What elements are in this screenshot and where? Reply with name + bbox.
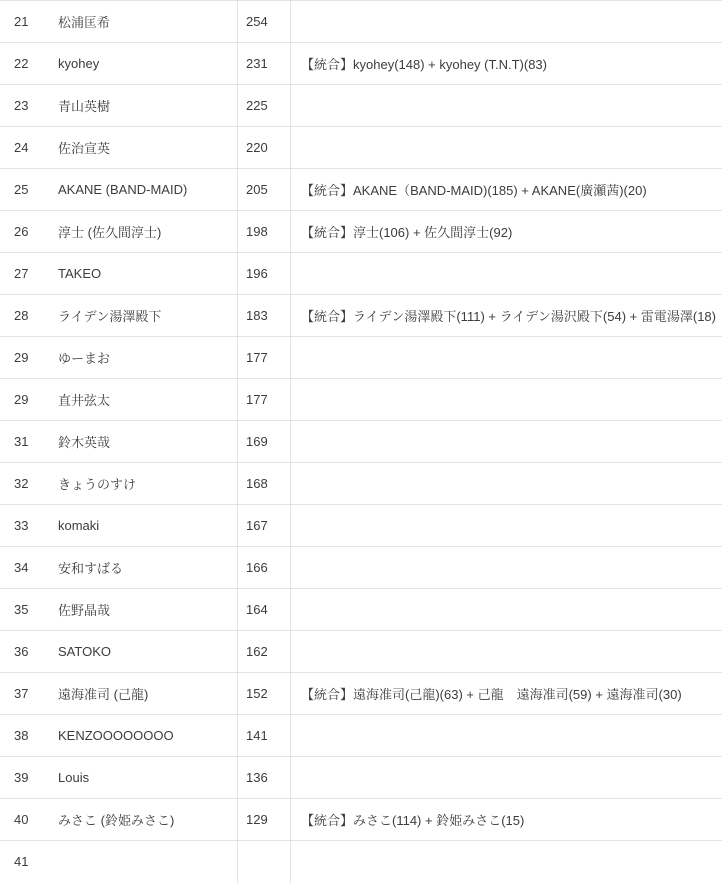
- cell-rank: 39: [0, 757, 42, 799]
- cell-rank: 24: [0, 127, 42, 169]
- cell-name: きょうのすけ: [42, 463, 238, 505]
- cell-points: [238, 841, 291, 883]
- cell-points: 152: [238, 673, 291, 715]
- cell-points: 254: [238, 1, 291, 43]
- cell-rank: 34: [0, 547, 42, 589]
- cell-name: 安和すばる: [42, 547, 238, 589]
- cell-name: TAKEO: [42, 253, 238, 295]
- cell-note: 【統合】みさこ(114) + 鈴姫みさこ(15): [291, 799, 722, 841]
- cell-name: [42, 841, 238, 883]
- ranking-table-body: [0, 1, 722, 883]
- table-row: [0, 715, 722, 757]
- cell-points: 196: [238, 253, 291, 295]
- cell-points: 231: [238, 43, 291, 85]
- cell-points: 183: [238, 295, 291, 337]
- cell-points: 225: [238, 85, 291, 127]
- cell-note: [291, 547, 722, 589]
- cell-note: 【統合】遠海准司(己龍)(63) + 己龍 遠海准司(59) + 遠海准司(30): [291, 673, 722, 715]
- table-row: [0, 421, 722, 463]
- cell-points: 177: [238, 337, 291, 379]
- cell-points: 136: [238, 757, 291, 799]
- cell-name: みさこ (鈴姫みさこ): [42, 799, 238, 841]
- cell-rank: 37: [0, 673, 42, 715]
- cell-name: 佐治宣英: [42, 127, 238, 169]
- cell-note: [291, 505, 722, 547]
- table-row: [0, 169, 722, 211]
- cell-note: [291, 85, 722, 127]
- table-row: [0, 799, 722, 841]
- cell-points: 168: [238, 463, 291, 505]
- cell-rank: 25: [0, 169, 42, 211]
- cell-note: 【統合】kyohey(148) + kyohey (T.N.T)(83): [291, 43, 722, 85]
- cell-note: [291, 631, 722, 673]
- table-row: [0, 127, 722, 169]
- cell-note: [291, 841, 722, 883]
- cell-points: 164: [238, 589, 291, 631]
- cell-name: ゆーまお: [42, 337, 238, 379]
- cell-rank: 35: [0, 589, 42, 631]
- table-row: [0, 757, 722, 799]
- cell-points: 162: [238, 631, 291, 673]
- table-row: [0, 547, 722, 589]
- cell-rank: 28: [0, 295, 42, 337]
- cell-name: 淳士 (佐久間淳士): [42, 211, 238, 253]
- cell-rank: 36: [0, 631, 42, 673]
- cell-rank: 29: [0, 379, 42, 421]
- table-row: [0, 673, 722, 715]
- cell-note: [291, 337, 722, 379]
- cell-points: 198: [238, 211, 291, 253]
- cell-note: 【統合】淳士(106) + 佐久間淳士(92): [291, 211, 722, 253]
- cell-note: [291, 589, 722, 631]
- cell-note: 【統合】AKANE（BAND-MAID)(185) + AKANE(廣瀬茜)(20): [291, 169, 722, 211]
- table-row: [0, 589, 722, 631]
- cell-rank: 38: [0, 715, 42, 757]
- cell-name: AKANE (BAND-MAID): [42, 169, 238, 211]
- cell-rank: 32: [0, 463, 42, 505]
- cell-points: 177: [238, 379, 291, 421]
- cell-points: 141: [238, 715, 291, 757]
- cell-name: Louis: [42, 757, 238, 799]
- table-row: [0, 841, 722, 883]
- table-row: [0, 85, 722, 127]
- cell-rank: 33: [0, 505, 42, 547]
- cell-name: 直井弦太: [42, 379, 238, 421]
- cell-name: 佐野晶哉: [42, 589, 238, 631]
- table-row: [0, 253, 722, 295]
- cell-rank: 21: [0, 1, 42, 43]
- table-row: [0, 211, 722, 253]
- cell-note: 【統合】ライデン湯澤殿下(111) + ライデン湯沢殿下(54) + 雷電湯澤(18): [291, 295, 722, 337]
- cell-name: 青山英樹: [42, 85, 238, 127]
- table-row: [0, 1, 722, 43]
- table-row: [0, 505, 722, 547]
- cell-rank: 22: [0, 43, 42, 85]
- cell-name: komaki: [42, 505, 238, 547]
- cell-rank: 27: [0, 253, 42, 295]
- cell-note: [291, 757, 722, 799]
- cell-rank: 26: [0, 211, 42, 253]
- table-row: [0, 337, 722, 379]
- cell-name: KENZOOOOOOOO: [42, 715, 238, 757]
- cell-points: 205: [238, 169, 291, 211]
- table-row: [0, 379, 722, 421]
- cell-points: 166: [238, 547, 291, 589]
- cell-note: [291, 421, 722, 463]
- cell-name: ライデン湯澤殿下: [42, 295, 238, 337]
- cell-name: SATOKO: [42, 631, 238, 673]
- table-row: [0, 631, 722, 673]
- cell-note: [291, 715, 722, 757]
- cell-name: 鈴木英哉: [42, 421, 238, 463]
- cell-note: [291, 1, 722, 43]
- cell-note: [291, 127, 722, 169]
- cell-points: 167: [238, 505, 291, 547]
- cell-points: 220: [238, 127, 291, 169]
- cell-points: 169: [238, 421, 291, 463]
- cell-rank: 29: [0, 337, 42, 379]
- cell-name: 松浦匡希: [42, 1, 238, 43]
- cell-name: kyohey: [42, 43, 238, 85]
- cell-rank: 40: [0, 799, 42, 841]
- table-row: [0, 463, 722, 505]
- table-row: [0, 295, 722, 337]
- cell-note: [291, 463, 722, 505]
- cell-note: [291, 253, 722, 295]
- cell-note: [291, 379, 722, 421]
- cell-rank: 23: [0, 85, 42, 127]
- cell-rank: 31: [0, 421, 42, 463]
- cell-rank: 41: [0, 841, 42, 883]
- cell-name: 遠海准司 (己龍): [42, 673, 238, 715]
- cell-points: 129: [238, 799, 291, 841]
- table-row: [0, 43, 722, 85]
